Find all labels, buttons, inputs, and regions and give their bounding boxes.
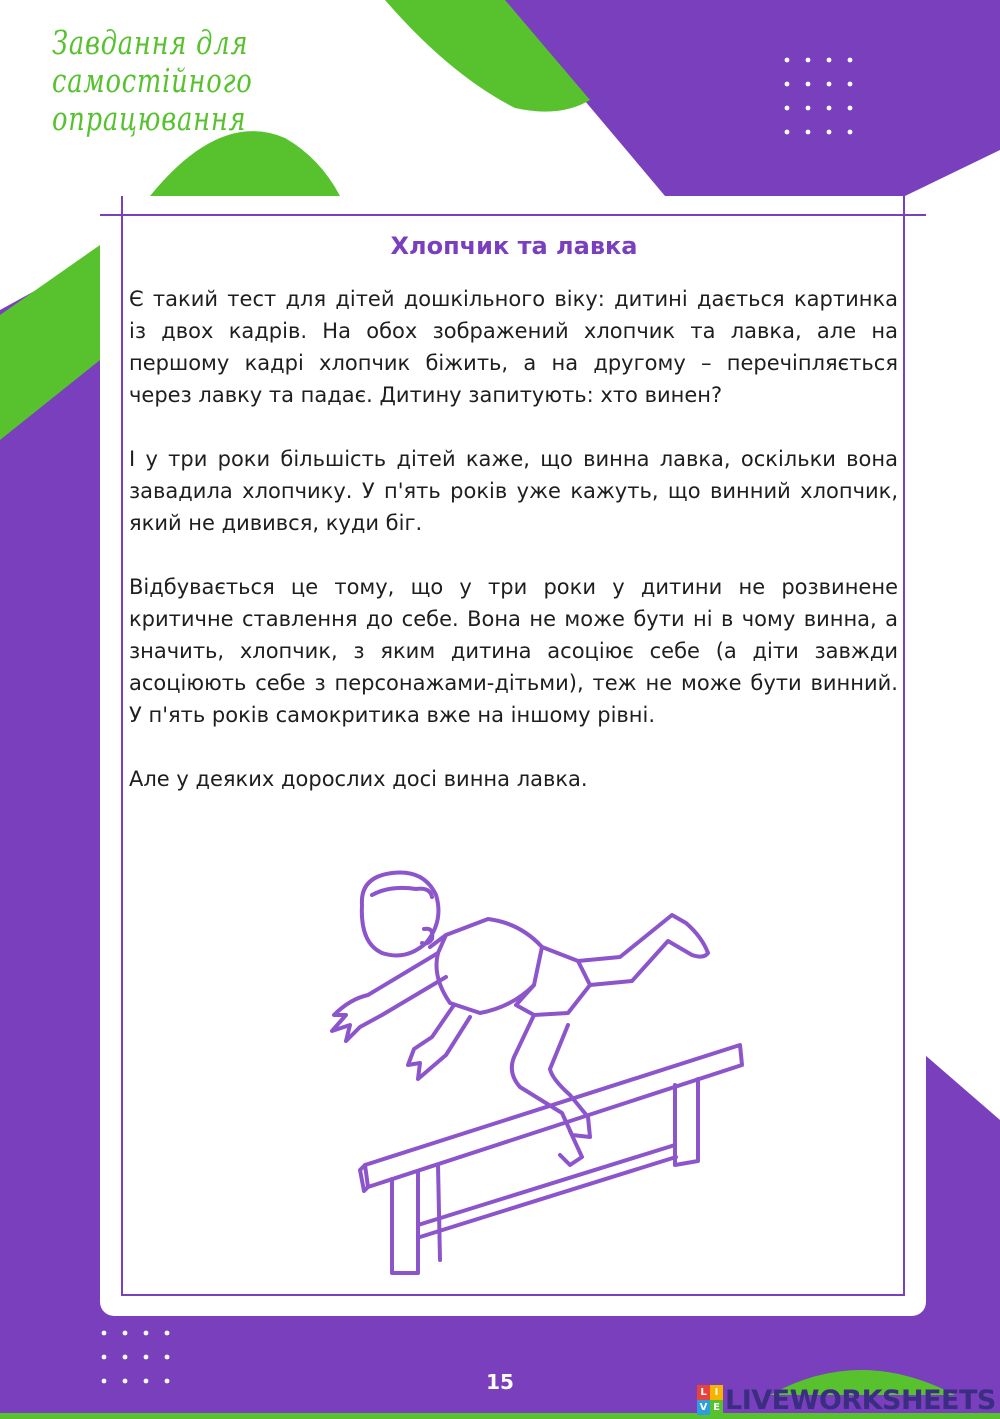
brand-badge-letter: L — [697, 1385, 710, 1400]
left-purple-shape — [0, 255, 100, 1419]
brand-badge-letter: E — [710, 1400, 723, 1415]
article-title: Хлопчик та лавка — [390, 232, 638, 260]
article-body — [129, 283, 898, 827]
article-paragraph: Але у деяких дорослих досі винна лавка. — [129, 767, 588, 791]
liveworksheets-logo — [697, 1382, 996, 1418]
brand-badge-letter: I — [710, 1385, 723, 1400]
brand-badge — [697, 1385, 723, 1415]
green-mound-shape — [150, 131, 340, 196]
article-paragraph: І у три роки більшість дітей каже, що винна лавка, оскільки вона завадила хлопчику. У п'ять років уже кажуть, що винний хлопчик, який не дивився, куди біг. — [129, 447, 898, 535]
boy-tripping-over-bench-icon — [320, 865, 760, 1285]
right-purple-shape — [925, 1055, 1000, 1419]
article-paragraph: Відбувається це тому, що у три роки у дитини не розвинене критичне ставлення до себе. Вона не може бути ні в чому винна, а значить, хлопчик, з яким дитина асоціює себе (а діти завжди асоціюють себе з персонажами-дітьми), теж не може бути винний. У п'ять років самокритика вже на іншому рівні. — [129, 575, 898, 727]
article-paragraph: Є такий тест для дітей дошкільного віку: дитині дається картинка із двох кадрів. На обох зображений хлопчик та лавка, але на першому кадрі хлопчик біжить, а на другому – перечіпляється через лавку та падає. Дитину запитують: хто винен? — [129, 287, 898, 407]
brand-badge-letter: V — [697, 1400, 710, 1415]
brand-name: LIVEWORKSHEETS — [725, 1384, 996, 1416]
page-heading: Завдання для самостійного опрацювання — [52, 23, 253, 138]
page-number: 15 — [486, 1370, 514, 1394]
